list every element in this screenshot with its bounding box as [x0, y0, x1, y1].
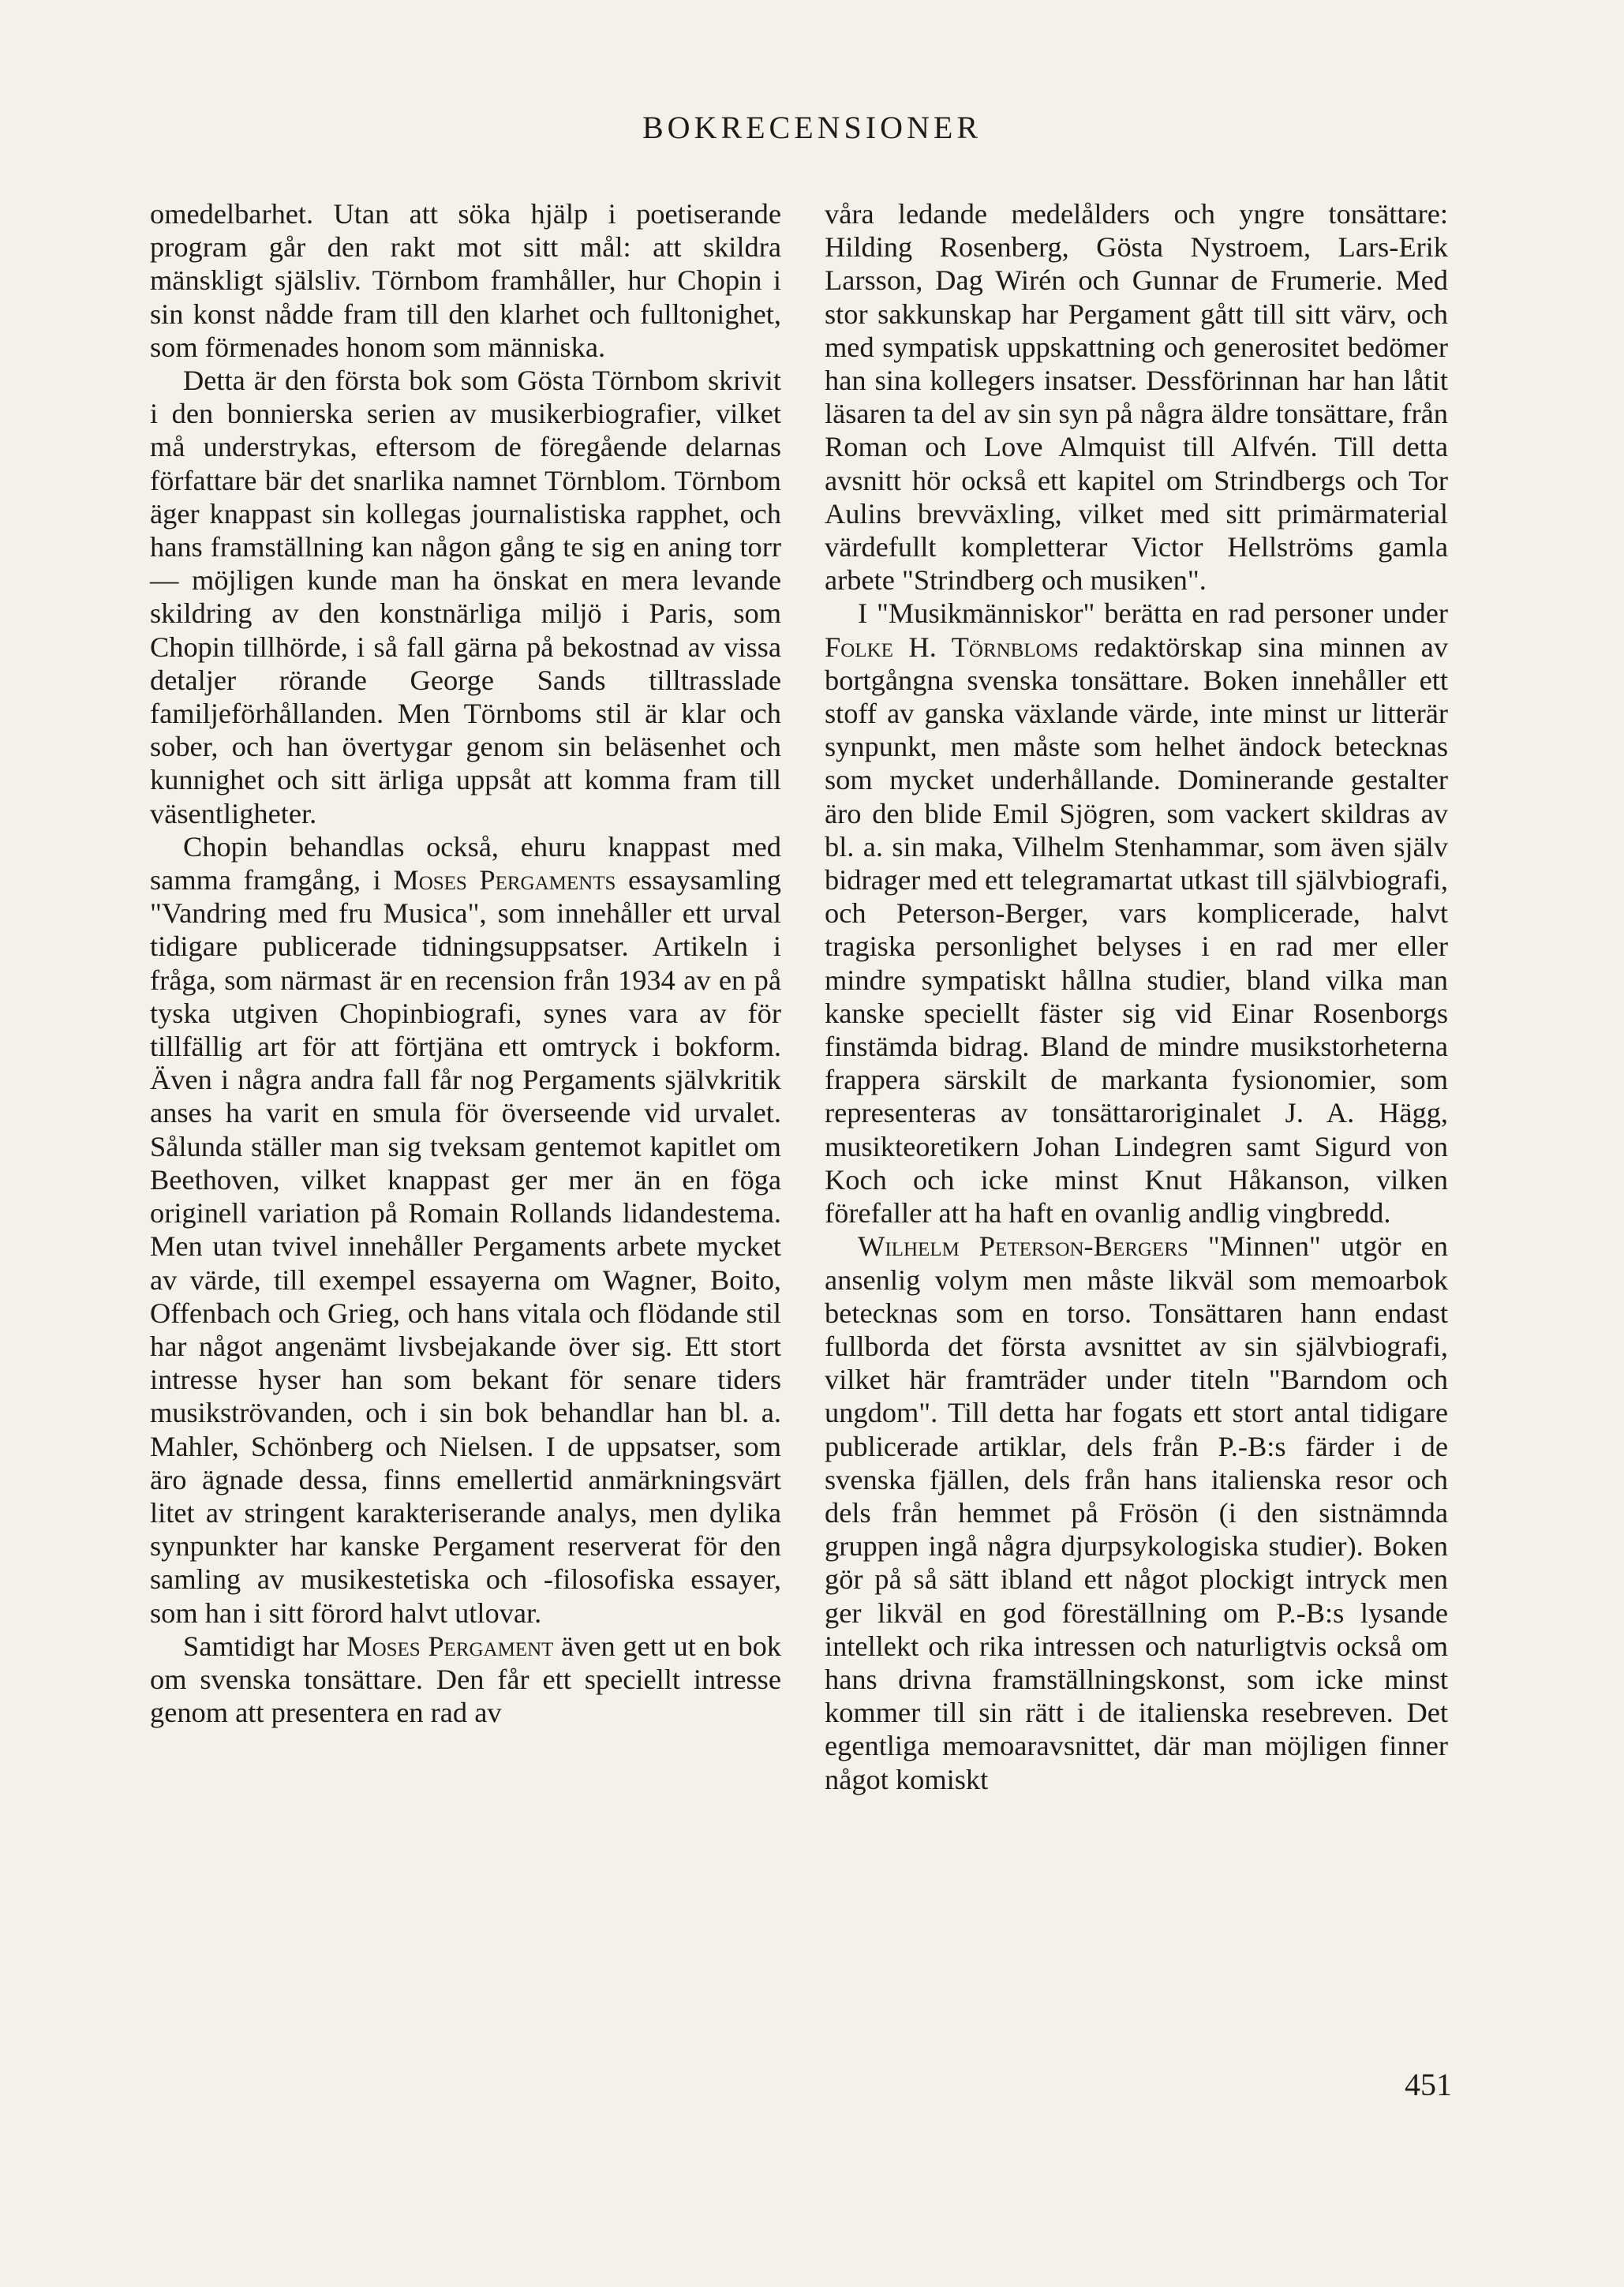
- left-column: [150, 197, 781, 1729]
- paragraph: [825, 1230, 1448, 1795]
- paragraph: [150, 1630, 781, 1730]
- author-name: Moses Pergament: [346, 1630, 554, 1662]
- author-name: Wilhelm Peterson-Bergers: [858, 1230, 1188, 1263]
- paragraph-text: även gett ut en bok om svenska tonsättare. Den får ett speciellt intresse genom att presentera en rad av: [150, 1630, 781, 1729]
- paragraph-text: I "Musikmänniskor" berätta en rad personer under: [858, 597, 1448, 630]
- paragraph: omedelbarhet. Utan att söka hjälp i poetiserande program går den rakt mot sitt mål: att skildra mänskligt själsliv. Törnbom framhåller, hur Chopin i sin konst nådde fram till den klarhet och fulltonighet, som förmenades honom som människa.: [150, 198, 781, 363]
- author-name: Folke H. Törnbloms: [825, 631, 1079, 663]
- paragraph-text: "Minnen" utgör en ansenlig volym men måste likväl som memoarbok betecknas som en torso. Tonsättaren hann endast fullborda det första avsnittet av sin självbiografi, vilket här framträder under titeln "Barndom och ungdom". Till detta har fogats ett stort antal tidigare publicerade artiklar, dels från P.-B:s färder i de svenska fjällen, dels från hans italienska resor och dels från hemmet på Frösön (i den sistnämnda gruppen ingå några djurpsykologiska studier). Boken gör på så sätt ibland ett något plockigt intryck men ger likväl en god föreställning om P.-B:s lysande intellekt och rika intressen och naturligtvis också om hans drivna framställningskonst, som icke minst kommer till sin rätt i de italienska resebreven. Det egentliga memoaravsnittet, där man möjligen finner något komiskt: [825, 1230, 1448, 1795]
- paragraph-text: Samtidigt har: [183, 1630, 347, 1662]
- paragraph: [150, 830, 781, 1630]
- paragraph-text: Chopin behandlas också, ehuru knappast med samma framgång, i: [150, 830, 781, 896]
- paragraph-text: essaysamling "Vandring med fru Musica", som innehåller ett urval tidigare publicerade tidningsuppsatser. Artikeln i fråga, som närmast är en recension från 1934 av en på tyska utgiven Chopinbiografi, synes vara av för tillfällig art för att förtjäna ett omtryck i bokform. Även i några andra fall får nog Pergaments självkritik anses ha varit en smula för överseende vid urvalet. Sålunda ställer man sig tveksam gentemot kapitlet om Beethoven, vilket knappast ger mer än en föga originell variation på Romain Rollands lidandestema. Men utan tvivel innehåller Pergaments arbete mycket av värde, till exempel essayerna om Wagner, Boito, Offenbach och Grieg, och hans vitala och flödande stil har något angenämt livsbejakande över sig. Ett stort intresse hyser han som bekant för senare tiders musikströvanden, och i sin bok behandlar han bl. a. Mahler, Schönberg och Nielsen. I de uppsatser, som äro ägnade dessa, finns emellertid anmärkningsvärt litet av stringent karakteriserande analys, men dylika synpunkter har kanske Pergament reserverat för den samling av musikestetiska och -filosofiska essayer, som han i sitt förord halvt utlovar.: [150, 864, 781, 1629]
- page-number: 451: [1405, 2067, 1452, 2102]
- right-column: [825, 197, 1448, 1796]
- paragraph: Detta är den första bok som Gösta Törnbom skrivit i den bonnierska serien av musikerbiografier, vilket må understrykas, eftersom de föregående delarnas författare bär det snarlika namnet Törnblom. Törnbom äger knappast sin kollegas journalistiska rapphet, och hans framställning kan någon gång te sig en aning torr — möjligen kunde man ha önskat en mera levande skildring av den konstnärliga miljö i Paris, som Chopin tillhörde, i så fall gärna på bekostnad av vissa detaljer rörande George Sands tilltrasslade familjeförhållanden. Men Törnboms stil är klar och sober, och han övertygar genom sin beläsenhet och kunnighet och sitt ärliga uppsåt att komma fram till väsentligheter.: [150, 365, 781, 829]
- paragraph-text: redaktörskap sina minnen av bortgångna svenska tonsättare. Boken innehåller ett stoff av ganska växlande värde, inte minst ur litterär synpunkt, men måste som helhet ändock betecknas som mycket underhållande. Dominerande gestalter äro den blide Emil Sjögren, som vackert skildras av bl. a. sin maka, Vilhelm Stenhammar, som även själv bidrager med ett telegramartat utkast till självbiografi, och Peterson-Berger, vars komplicerade, halvt tragiska personlighet belyses i en rad mer eller mindre sympatiskt hållna studier, bland vilka man kanske speciellt fäster sig vid Einar Rosenborgs finstämda bidrag. Bland de mindre musikstorheterna frappera särskilt de markanta fysionomier, som representeras av tonsättaroriginalet J. A. Hägg, musikteoretikern Johan Lindegren samt Sigurd von Koch och icke minst Knut Håkanson, vilken förefaller att ha haft en ovanlig andlig vingbredd.: [825, 631, 1449, 1230]
- author-name: Moses Pergaments: [393, 864, 616, 896]
- paragraph: våra ledande medelålders och yngre tonsättare: Hilding Rosenberg, Gösta Nystroem, Lars-Erik Larsson, Dag Wirén och Gunnar de Frumerie. Med stor sakkunskap har Pergament gått till sitt värv, och med sympatisk uppskattning och generositet bedömer han sina kollegers insatser. Dessförinnan har han låtit läsaren ta del av sin syn på några äldre tonsättare, från Roman och Love Almquist till Alfvén. Till detta avsnitt hör också ett kapitel om Strindbergs och Tor Aulins brevväxling, vilket med sitt primärmaterial värdefullt kompletterar Victor Hellströms gamla arbete "Strindberg och musiken".: [825, 198, 1448, 597]
- running-header: BOKRECENSIONER: [642, 110, 982, 145]
- paragraph: [825, 597, 1448, 1230]
